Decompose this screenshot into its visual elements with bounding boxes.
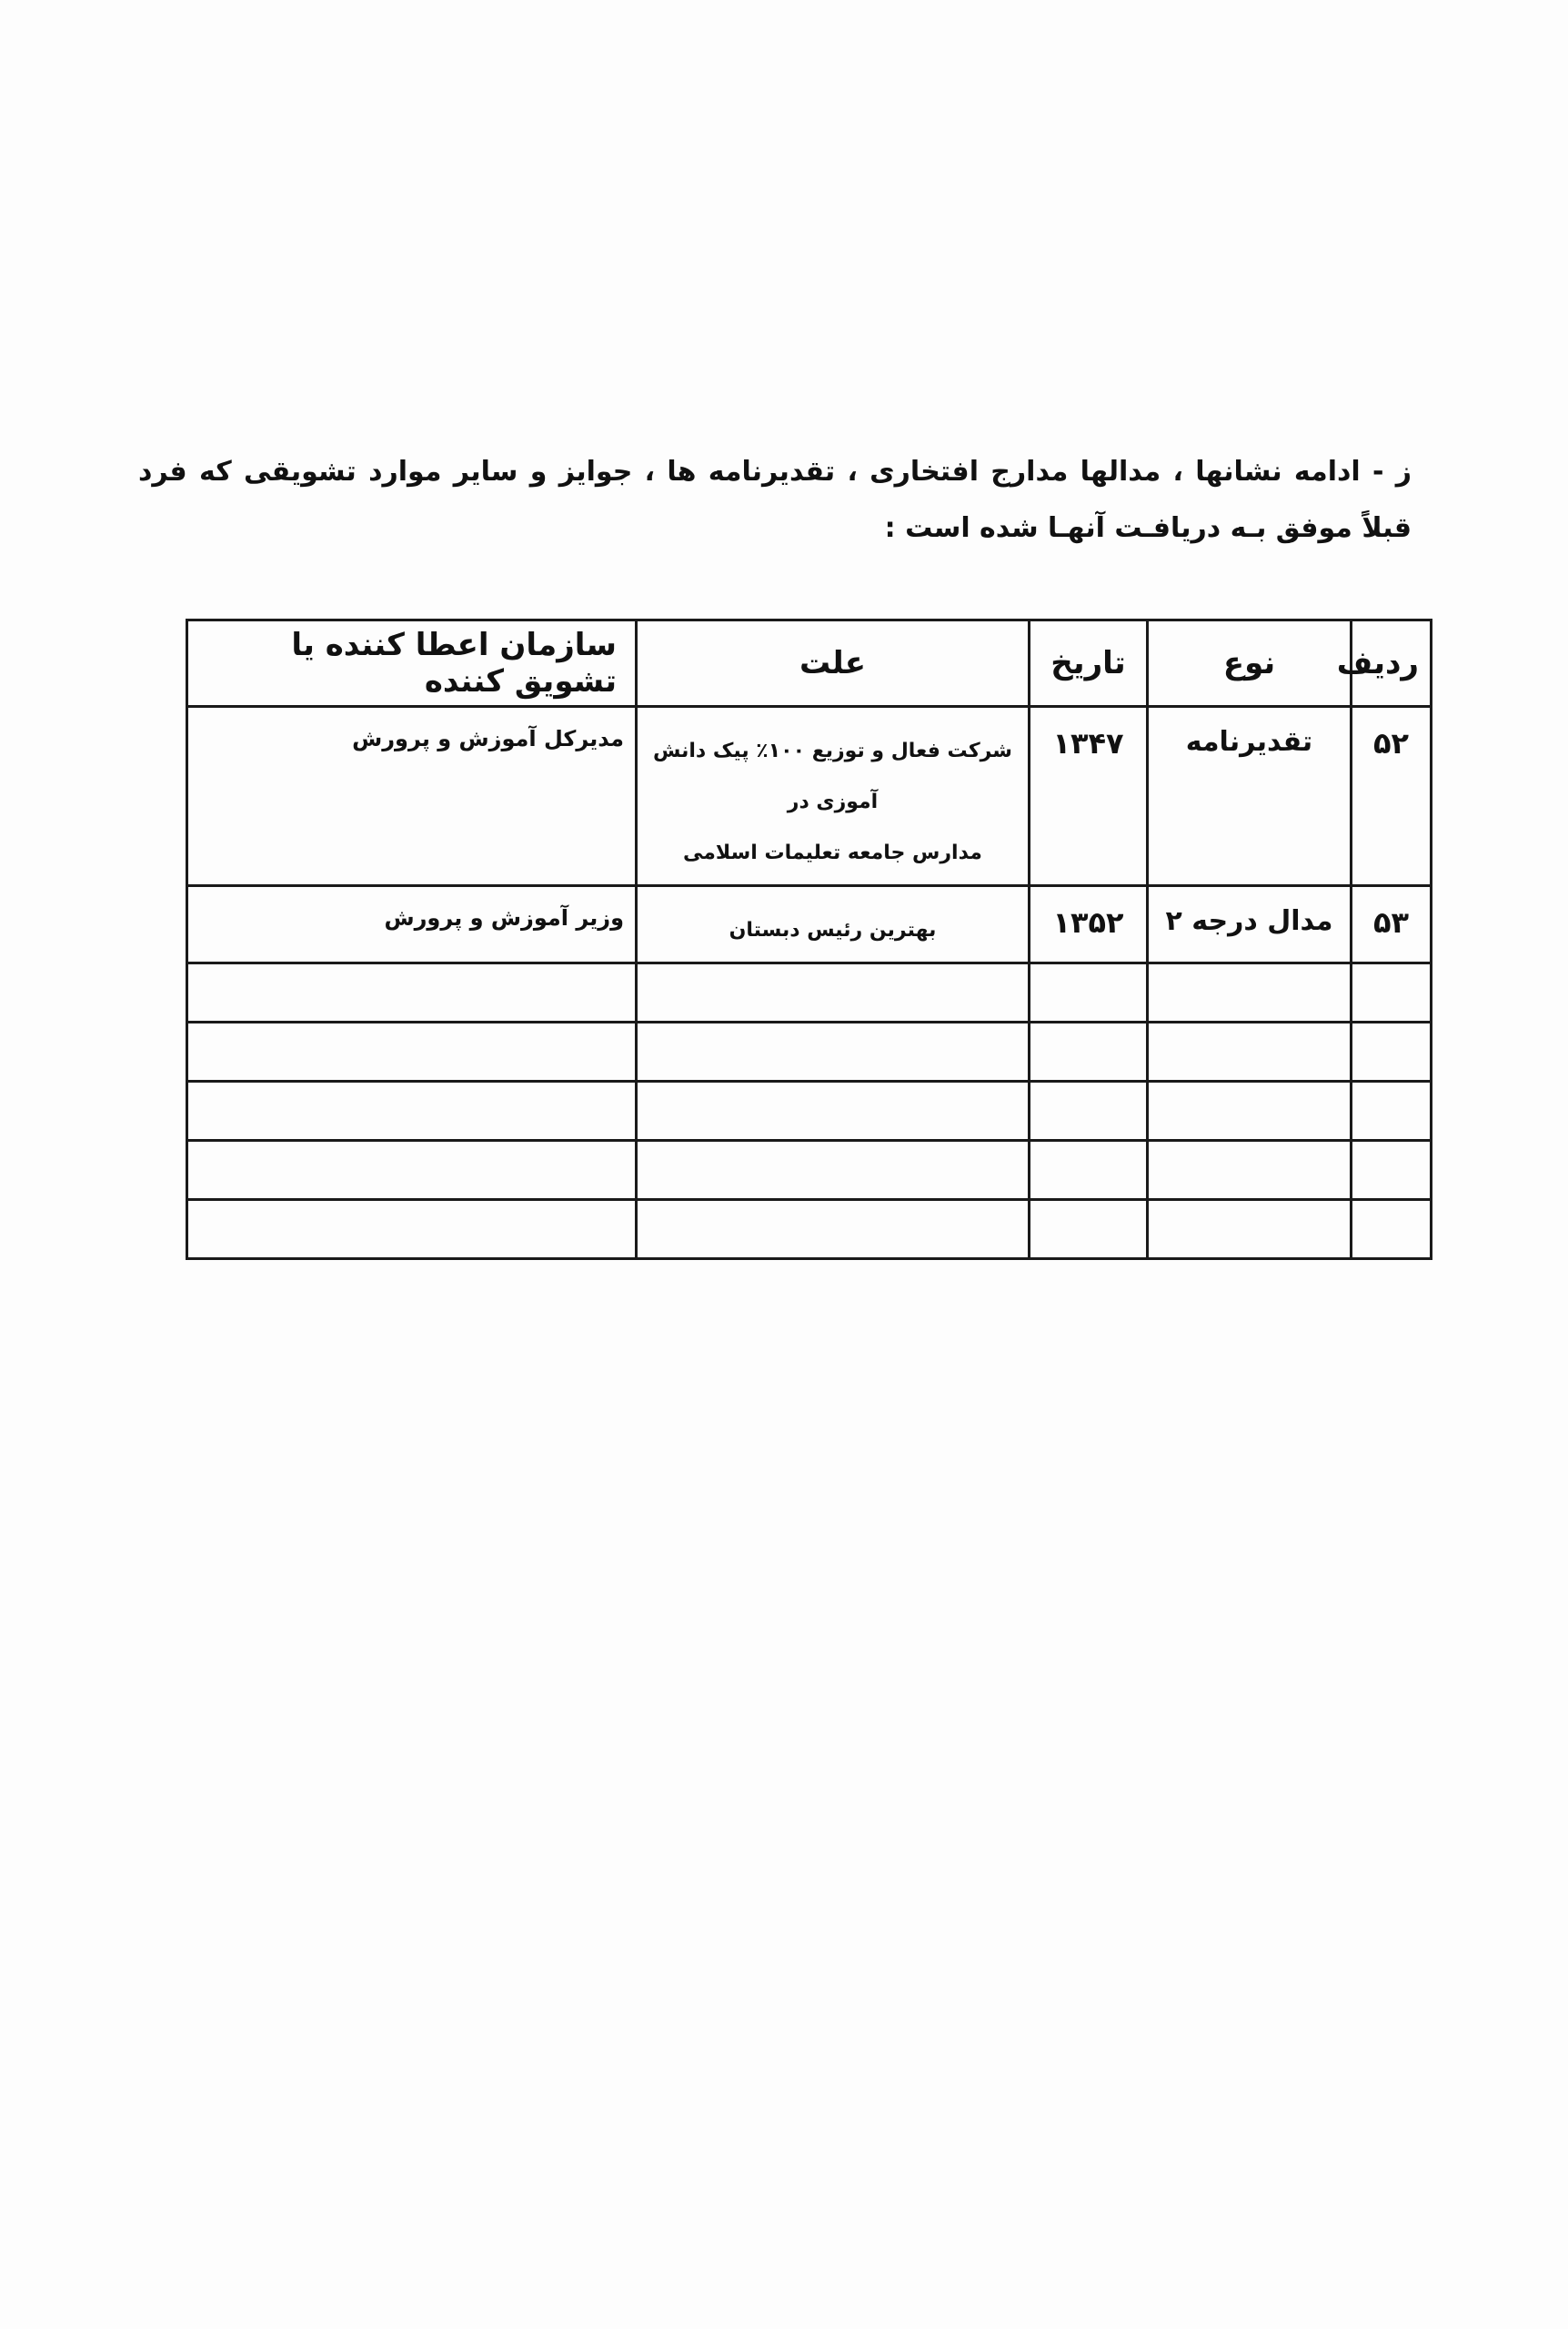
empty-cell bbox=[187, 1023, 637, 1082]
cell-reason-line: شرکت فعال و توزیع ۱۰۰٪ پیک دانش آموزی در bbox=[653, 740, 1012, 813]
empty-cell bbox=[187, 1200, 637, 1259]
cell-reason-line: مدارس جامعه تعلیمات اسلامی bbox=[683, 842, 982, 864]
header-type: نوع bbox=[1148, 620, 1352, 707]
empty-cell bbox=[637, 963, 1030, 1023]
cell-row-number: ۵۳ bbox=[1352, 886, 1432, 963]
cell-reason-line: بهترین رئیس دبستان bbox=[729, 919, 937, 942]
table-header-row bbox=[187, 620, 1432, 707]
empty-cell bbox=[1030, 1082, 1148, 1141]
empty-table-row bbox=[187, 963, 1432, 1023]
header-organization: سازمان اعطا کننده یا تشویق کننده bbox=[187, 620, 637, 707]
empty-cell bbox=[1030, 1200, 1148, 1259]
empty-table-row bbox=[187, 1082, 1432, 1141]
cell-reason bbox=[637, 886, 1030, 963]
empty-cell bbox=[1148, 1023, 1352, 1082]
empty-cell bbox=[637, 1082, 1030, 1141]
header-reason: علت bbox=[637, 620, 1030, 707]
empty-cell bbox=[1352, 963, 1432, 1023]
empty-cell bbox=[1352, 1082, 1432, 1141]
empty-cell bbox=[1352, 1141, 1432, 1200]
empty-cell bbox=[1148, 963, 1352, 1023]
empty-cell bbox=[1030, 963, 1148, 1023]
empty-cell bbox=[187, 963, 637, 1023]
empty-cell bbox=[1030, 1141, 1148, 1200]
empty-table-row bbox=[187, 1023, 1432, 1082]
empty-cell bbox=[1148, 1082, 1352, 1141]
empty-cell bbox=[637, 1141, 1030, 1200]
cell-row-number: ۵۲ bbox=[1352, 707, 1432, 886]
header-date: تاریخ bbox=[1030, 620, 1148, 707]
empty-table-row bbox=[187, 1200, 1432, 1259]
cell-type: مدال درجه ۲ bbox=[1148, 886, 1352, 963]
header-row-number: ردیف bbox=[1352, 620, 1432, 707]
cell-date: ۱۳۵۲ bbox=[1030, 886, 1148, 963]
awards-table bbox=[186, 619, 1432, 1260]
empty-cell bbox=[187, 1141, 637, 1200]
empty-table-row bbox=[187, 1141, 1432, 1200]
empty-cell bbox=[187, 1082, 637, 1141]
empty-cell bbox=[1352, 1023, 1432, 1082]
empty-cell bbox=[637, 1200, 1030, 1259]
empty-cell bbox=[1148, 1200, 1352, 1259]
empty-cell bbox=[1030, 1023, 1148, 1082]
empty-cell bbox=[637, 1023, 1030, 1082]
table-row bbox=[187, 886, 1432, 963]
cell-organization: مدیرکل آموزش و پرورش bbox=[187, 707, 637, 886]
cell-organization: وزیر آموزش و پرورش bbox=[187, 886, 637, 963]
cell-type: تقدیرنامه bbox=[1148, 707, 1352, 886]
section-intro-text: ز - ادامه نشانها ، مدالها مدارج افتخاری ، تقدیرنامه ها ، جوایز و سایر موارد تشویقی که فرد قبلاً موفق بـه دریافـت آنهـا شده است : bbox=[138, 456, 1412, 544]
cell-reason bbox=[637, 707, 1030, 886]
table-row bbox=[187, 707, 1432, 886]
empty-cell bbox=[1352, 1200, 1432, 1259]
cell-date: ۱۳۴۷ bbox=[1030, 707, 1148, 886]
empty-cell bbox=[1148, 1141, 1352, 1200]
